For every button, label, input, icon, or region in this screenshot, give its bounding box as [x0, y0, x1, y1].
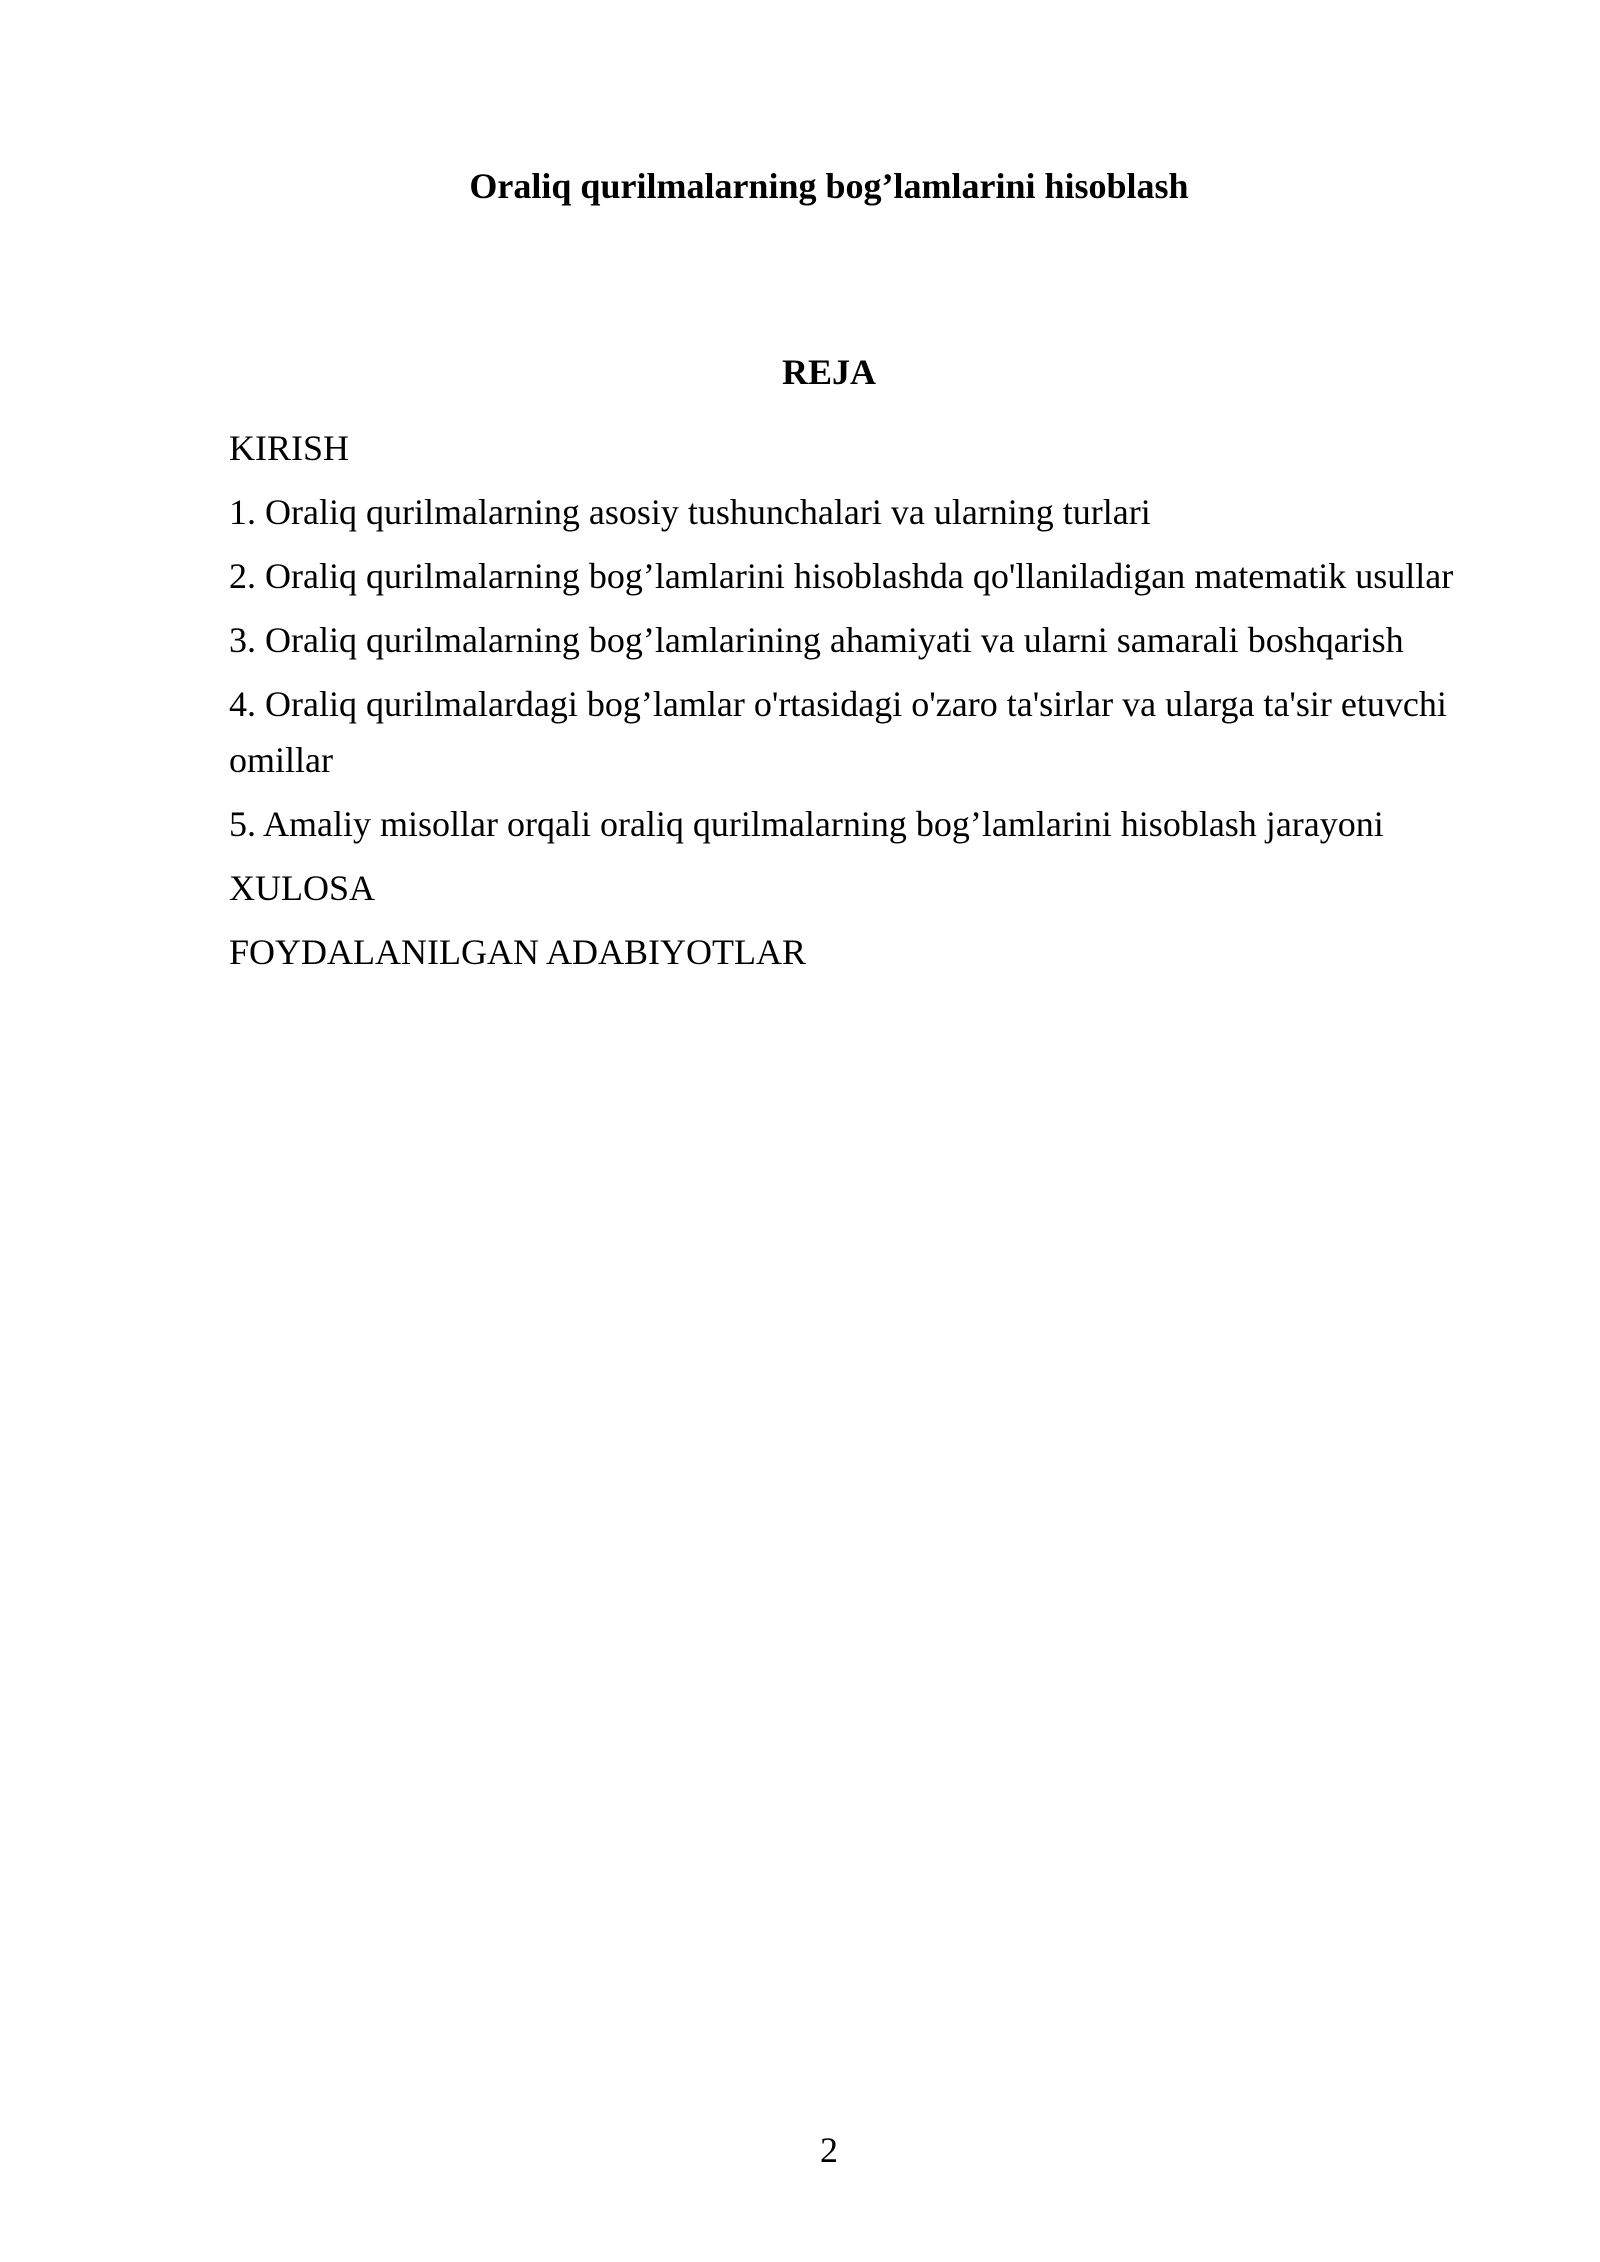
plan-item-3: 3. Oraliq qurilmalarning bog’lamlarining ahamiyati va ularni samarali boshqarish [229, 620, 1404, 660]
document-title: Oraliq qurilmalarning bog’lamlarini hisoblash [469, 166, 1189, 206]
plan-item-5: 5. Amaliy misollar orqali oraliq qurilmalarning bog’lamlarini hisoblash jarayoni [229, 804, 1384, 844]
plan-item-1: 1. Oraliq qurilmalarning asosiy tushunchalari va ularning turlari [229, 492, 1151, 532]
page-number: 2 [820, 2130, 838, 2170]
plan-item-references: FOYDALANILGAN ADABIYOTLAR [229, 932, 806, 972]
plan-item-conclusion: XULOSA [229, 868, 376, 908]
plan-item-2: 2. Oraliq qurilmalarning bog’lamlarini hisoblashda qo'llaniladigan matematik usullar [229, 556, 1454, 596]
plan-list [229, 420, 1479, 988]
plan-item-4: 4. Oraliq qurilmalardagi bog’lamlar o'rtasidagi o'zaro ta'sirlar va ularga ta'sir etuvchi omillar [229, 684, 1447, 780]
plan-heading: REJA [781, 352, 876, 392]
plan-item-introduction: KIRISH [229, 428, 350, 468]
